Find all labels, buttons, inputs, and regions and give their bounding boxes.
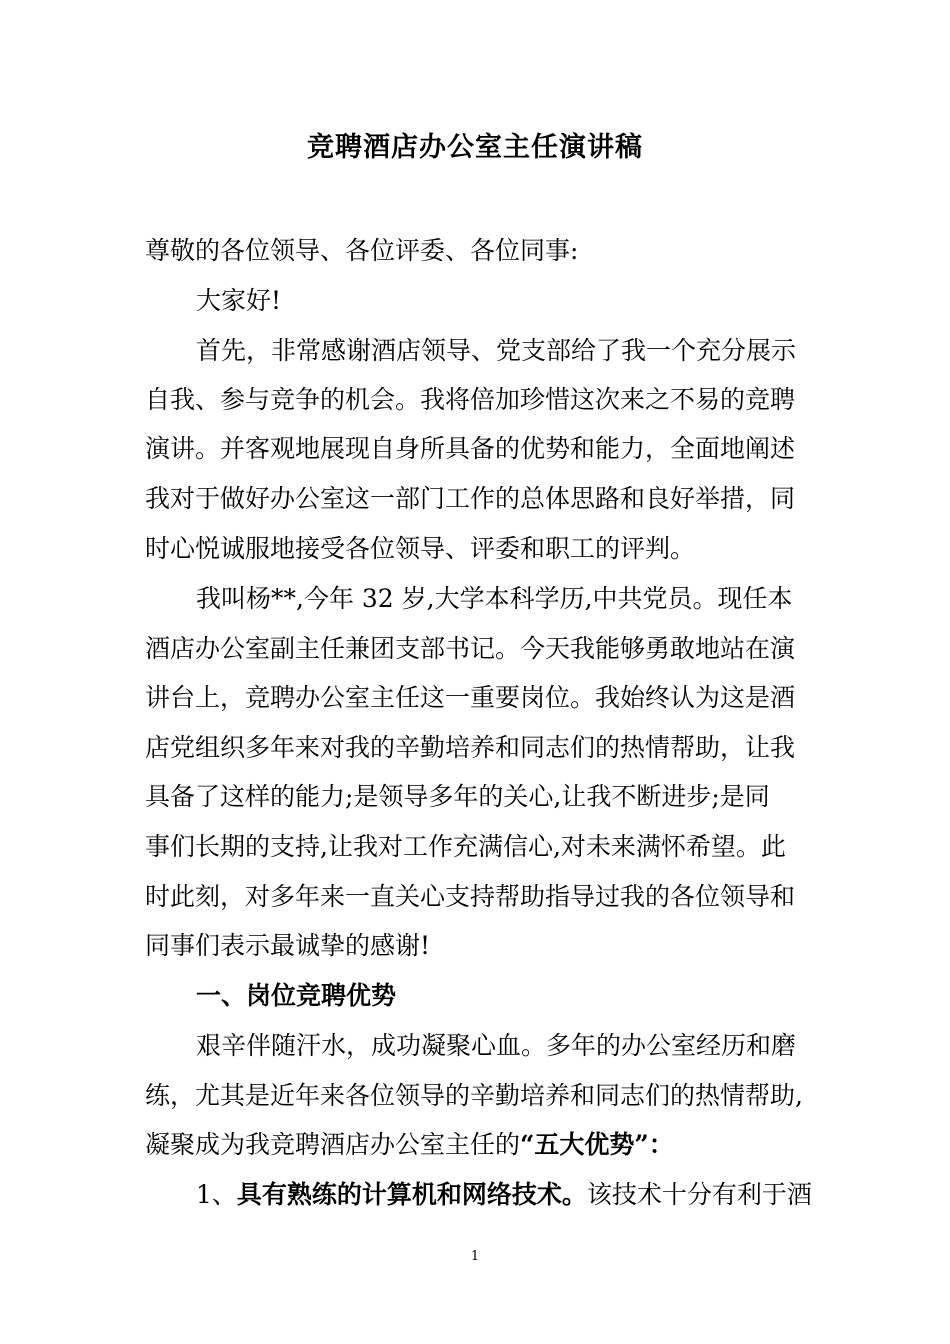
paragraph-line: 我对于做好办公室这一部门工作的总体思路和良好举措，同 — [145, 484, 796, 513]
paragraph-line: 我叫杨**,今年 32 岁,大学本科学历,中共党员。现任本 — [196, 584, 793, 613]
greeting: 大家好! — [196, 286, 282, 315]
document-title: 竞聘酒店办公室主任演讲稿 — [307, 132, 643, 163]
paragraph-line: 时此刻，对多年来一直关心支持帮助指导过我的各位领导和 — [145, 882, 796, 911]
salutation: 尊敬的各位领导、各位评委、各位同事: — [145, 236, 579, 265]
paragraph-line: 事们长期的支持,让我对工作充满信心,对未来满怀希望。此 — [145, 832, 786, 861]
paragraph-line — [145, 1125, 674, 1165]
paragraph-line: 时心悦诚服地接受各位领导、评委和职工的评判。 — [145, 534, 696, 563]
paragraph-text: 凝聚成为我竞聘酒店办公室主任的 — [145, 1130, 521, 1159]
list-item-text: 该技术十分有利于酒 — [586, 1180, 812, 1209]
paragraph-line: 具备了这样的能力;是领导多年的关心,让我不断进步;是同 — [145, 782, 770, 811]
paragraph-line: 首先，非常感谢酒店领导、党支部给了我一个充分展示 — [196, 336, 797, 365]
list-item — [196, 1175, 812, 1215]
paragraph-line: 店党组织多年来对我的辛勤培养和同志们的热情帮助，让我 — [145, 733, 796, 762]
paragraph-line: 练，尤其是近年来各位领导的辛勤培养和同志们的热情帮助, — [145, 1081, 803, 1110]
page-number: 1 — [470, 1249, 480, 1264]
paragraph-line: 艰辛伴随汗水，成功凝聚心血。多年的办公室经历和磨 — [196, 1031, 797, 1060]
section-heading: 一、岗位竞聘优势 — [196, 981, 397, 1010]
paragraph-line: 酒店办公室副主任兼团支部书记。今天我能够勇敢地站在演 — [145, 634, 796, 663]
five-advantages-emphasis: “五大优势”： — [520, 1130, 674, 1159]
paragraph-line: 讲台上，竞聘办公室主任这一重要岗位。我始终认为这是酒 — [145, 683, 796, 712]
paragraph-line: 自我、参与竞争的机会。我将倍加珍惜这次来之不易的竞聘 — [145, 385, 796, 414]
paragraph-line: 演讲。并客观地展现自身所具备的优势和能力，全面地阐述 — [145, 434, 796, 463]
paragraph-line: 同事们表示最诚挚的感谢! — [145, 931, 431, 960]
list-item-number: 1、 — [196, 1180, 237, 1209]
list-item-heading: 具有熟练的计算机和网络技术。 — [236, 1180, 587, 1209]
